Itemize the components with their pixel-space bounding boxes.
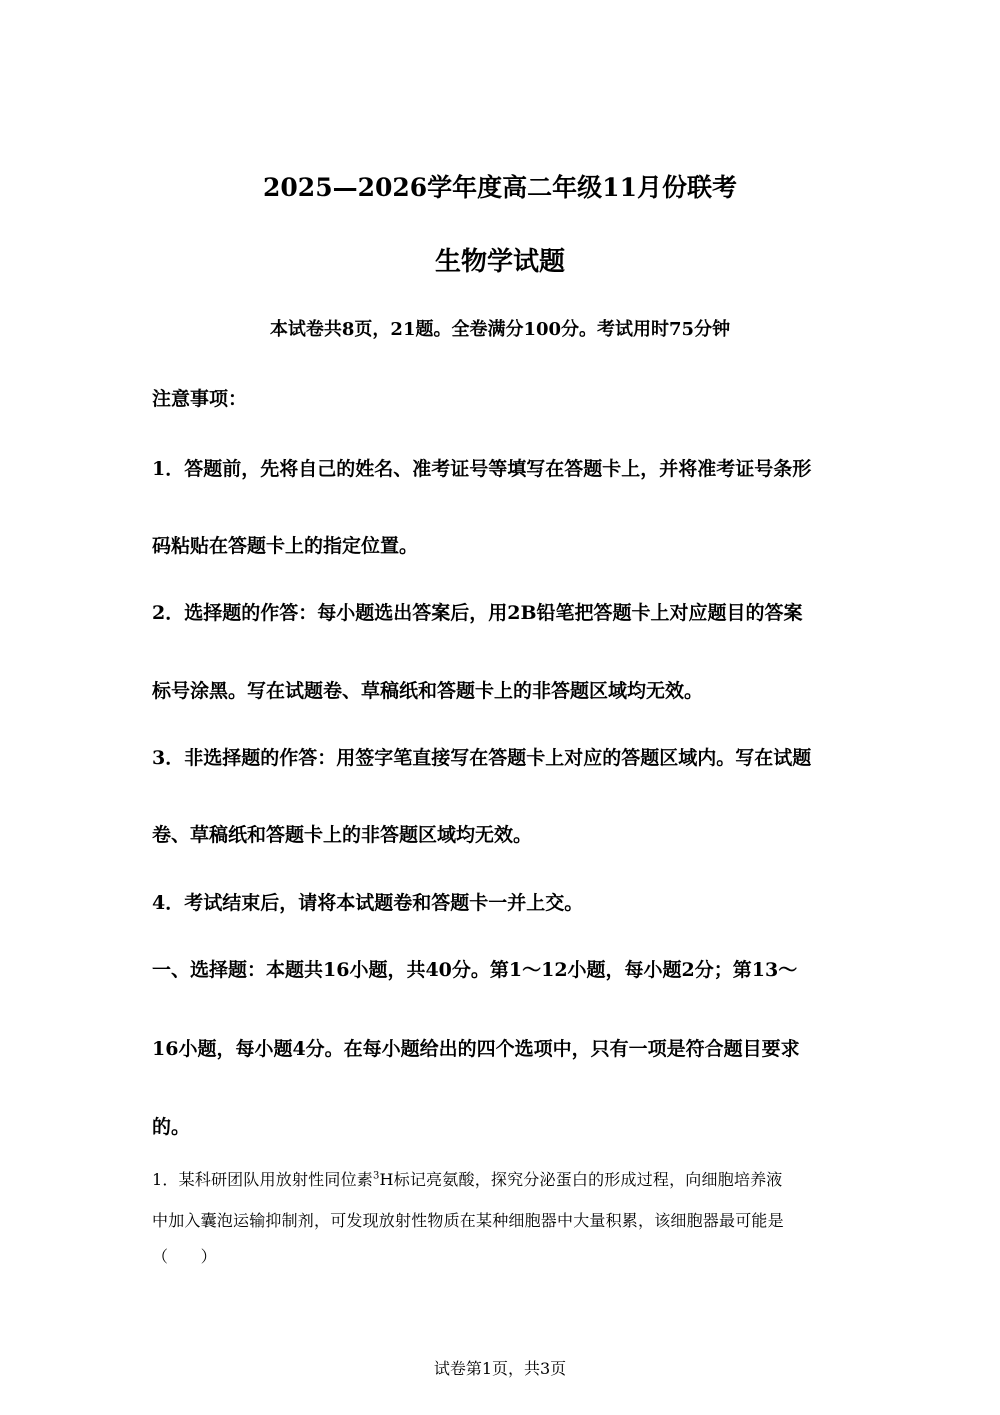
- note-line: 1．答题前，先将自己的姓名、准考证号等填写在答题卡上，并将准考证号条形: [152, 458, 812, 480]
- section-heading-line: 一、选择题：本题共16小题，共40分。第1～12小题，每小题2分；第13～: [152, 959, 798, 981]
- note-line: 卷、草稿纸和答题卡上的非答题区域均无效。: [152, 824, 533, 846]
- question-1-text: H标记亮氨酸，探究分泌蛋白的形成过程，向细胞培养液: [379, 1170, 783, 1189]
- question-1-stem-line: 中加入囊泡运输抑制剂，可发现放射性物质在某种细胞器中大量积累，该细胞器最可能是: [152, 1211, 784, 1230]
- paper-info: 本试卷共8页，21题。全卷满分100分。考试用时75分钟: [269, 319, 731, 340]
- section-heading-line: 16小题，每小题4分。在每小题给出的四个选项中，只有一项是符合题目要求: [152, 1038, 800, 1060]
- isotope-mass-number: 3: [372, 1170, 380, 1182]
- exam-title: 2025—2026学年度高二年级11月份联考: [263, 173, 737, 202]
- page-footer: 试卷第1页，共3页: [433, 1359, 567, 1378]
- note-line: 码粘贴在答题卡上的指定位置。: [152, 535, 419, 557]
- answer-blank: （ ）: [152, 1247, 217, 1266]
- note-line: 标号涂黑。写在试题卷、草稿纸和答题卡上的非答题区域均无效。: [152, 680, 704, 702]
- note-line: 2．选择题的作答：每小题选出答案后，用2B铅笔把答题卡上对应题目的答案: [152, 602, 803, 624]
- section-heading-line: 的。: [152, 1116, 191, 1138]
- notes-heading: 注意事项：: [152, 388, 248, 410]
- note-line: 3．非选择题的作答：用签字笔直接写在答题卡上对应的答题区域内。写在试题: [152, 747, 812, 769]
- question-1-text: 1．某科研团队用放射性同位素: [152, 1170, 373, 1189]
- subject-title: 生物学试题: [434, 247, 565, 277]
- note-line: 4．考试结束后，请将本试题卷和答题卡一并上交。: [152, 892, 584, 914]
- question-1-stem-line: [152, 1167, 783, 1190]
